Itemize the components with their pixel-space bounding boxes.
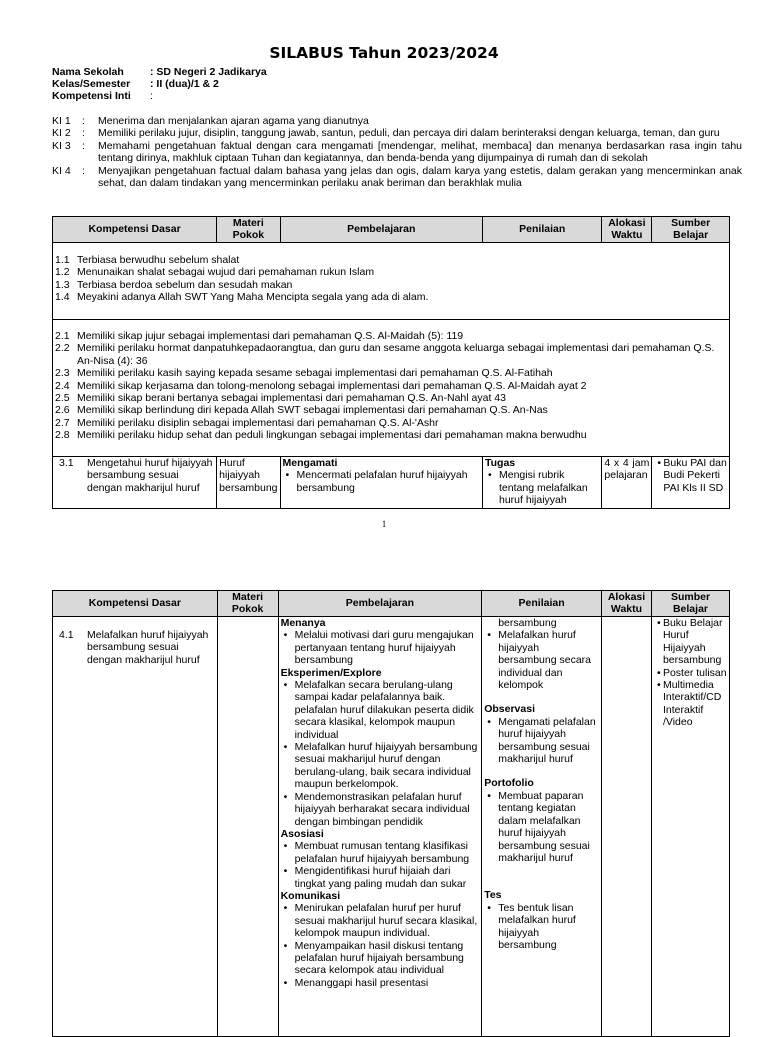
ki-label: KI 1 (52, 115, 71, 127)
ki-text: Menerima dan menjalankan ajaran agama yang dianutnya (98, 115, 369, 127)
list-item: • Mendemonstrasikan pelafalan huruf hijaiyyah berharakat secara individual dengan bimbingan pendidik (281, 791, 480, 828)
kd-item: 2.4 Memiliki sikap kerjasama dan tolong-menolong sebagai implementasi dari pemahaman Q.S. Al-Maidah ayat 2 (55, 379, 587, 392)
kompetensi-inti-list (52, 115, 742, 189)
materi-4-1 (217, 617, 278, 1037)
list-item: • Menanggapi hasil presentasi (281, 977, 480, 989)
penilaian-3-1 (483, 457, 602, 509)
list-item: • Poster tulisan (654, 667, 727, 679)
kd1-row (53, 243, 730, 320)
ki-text: Memiliki perilaku jujur, disiplin, tanggung jawab, santun, peduli, dan percaya diri dalam berinteraksi dengan keluarga, teman, dan guru (98, 127, 720, 140)
alokasi-4-1 (602, 617, 652, 1037)
kd-item: 1.4 Meyakini adanya Allah SWT Yang Maha Mencipta segala yang ada di alam. (55, 291, 429, 304)
header-materi-pokok: Materi Pokok (217, 591, 278, 617)
penilaian-4-1 (482, 617, 602, 1037)
kd2-row (53, 320, 730, 457)
header-materi-pokok: Materi Pokok (217, 217, 280, 243)
kd-item: 2.8 Memiliki perilaku hidup sehat dan peduli lingkungan sebagai implementasi dari pemahaman makna berwudhu (55, 429, 587, 442)
ki-row: KI 1 : Menerima dan menjalankan ajaran agama yang dianutnya (52, 115, 742, 127)
list-item: • Membuat rumusan tentang klasifikasi pelafalan huruf hijaiyyah bersambung (281, 840, 480, 865)
ki-label: KI 2 (52, 127, 71, 140)
pembelajaran-block (281, 667, 480, 828)
info-label: Kelas/Semester (52, 78, 131, 90)
syllabus-table-page1 (52, 216, 730, 509)
list-item: • Mengamati pelafalan huruf hijaiyyah bersambung sesuai makharijul huruf (484, 716, 599, 766)
kd-item: 2.5 Memiliki sikap berani bertanya sebagai implementasi dari pemahaman Q.S. An-Nahl ayat 43 (55, 392, 506, 405)
info-value: : SD Negeri 2 Jadikarya (150, 66, 267, 78)
header-sumber-belajar: Sumber Belajar (651, 591, 729, 617)
list-item: • Tes bentuk lisan melafalkan huruf hijaiyyah bersambung (484, 902, 599, 952)
info-value: : II (dua)/1 & 2 (150, 78, 219, 90)
kd-item: 2.1 Memiliki sikap jujur sebagai implementasi dari pemahaman Q.S. Al-Maidah (5): 119 (55, 330, 464, 342)
header-alokasi-waktu: Alokasi Waktu (602, 217, 652, 243)
section-heading: Eksperimen/Explore (280, 666, 382, 679)
list-item: • Buku Belajar Huruf Hijaiyyah bersambung (654, 617, 727, 667)
kd-number: 3.1 (59, 457, 74, 469)
header-sumber-belajar: Sumber Belajar (652, 217, 730, 243)
header-pembelajaran: Pembelajaran (278, 591, 482, 617)
kd-item: 1.3 Terbiasa berdoa sebelum dan sesudah makan (55, 278, 293, 291)
pembelajaran-3-1 (280, 457, 482, 509)
ki-row: KI 3 : Memahami pengetahuan faktual dengan cara mengamati [mendengar, melihat, membaca] dan menanya berdasarkan rasa ingin tahu tentang dirinya, makhluk ciptaan Tuhan dan kegiatannya, dan benda-benda yang dijumpainya di rumah dan di sekolah (52, 139, 742, 165)
ki-label: KI 4 (52, 164, 71, 177)
list-item: • Melafalkan huruf hijaiyyah bersambung sesuai makharijul huruf dengan berulang-ulang, baik secara individual maupun berkelompok. (281, 741, 480, 791)
header-penilaian: Penilaian (482, 591, 602, 617)
list-item: • Melalui motivasi dari guru mengajukan pertanyaan tentang huruf hijaiyyah bersambung (281, 629, 480, 666)
kd-3-1-cell (53, 457, 217, 509)
list-item: • Multimedia Interaktif/CD Interaktif /Video (654, 679, 727, 729)
penilaian-block (484, 889, 599, 951)
info-label: Kompetensi Inti (52, 90, 131, 102)
kd-number: 4.1 (59, 629, 74, 641)
section-heading: Observasi (484, 703, 535, 716)
list-item: • Melafalkan secara berulang-ulang sampai kadar pelafalannya baik. pelafalan huruf dilakukan peserta didik secara klasikal, kelompok maupun individual (281, 679, 480, 741)
pembelajaran-block (281, 890, 480, 989)
section-heading: Tugas (485, 457, 516, 469)
section-heading: Mengamati (282, 457, 338, 469)
list-item: • Buku PAI dan Budi Pekerti PAI Kls II SD (654, 457, 727, 494)
alokasi-3-1: 4 x 4 jam pelajaran (602, 457, 652, 509)
page-number: 1 (381, 519, 387, 529)
header-penilaian: Penilaian (483, 217, 602, 243)
kd-item: 2.6 Memiliki sikap berlindung diri kepada Allah SWT sebagai implementasi dari pemahaman Q.S. An-Nas (55, 404, 548, 417)
list-item: • Mengisi rubrik tentang melafalkan huruf hijaiyyah (485, 469, 599, 506)
ki-text: Memahami pengetahuan faktual dengan cara mengamati [mendengar, melihat, membaca] dan menanya berdasarkan rasa ingin tahu tentang dirinya, makhluk ciptaan Tuhan dan kegiatannya, dan benda-benda yang dijumpainya di rumah dan di sekolah (98, 139, 742, 165)
sumber-4-1 (651, 617, 729, 1037)
page-title: SILABUS Tahun 2023/2024 (269, 44, 499, 62)
table-header-row (53, 591, 730, 617)
kd-text: Mengetahui huruf hijaiyyah bersambung sesuai dengan makharijul huruf (87, 457, 213, 494)
header-kompetensi-dasar: Kompetensi Dasar (53, 217, 217, 243)
kd-item: 2.3 Memiliki perilaku kasih saying kepada sesame sebagai implementasi dari pemahaman Q.S. Al-Fatihah (55, 367, 553, 380)
section-heading: Menanya (280, 617, 326, 629)
info-label: Nama Sekolah (52, 66, 124, 78)
list-item: • Menyampaikan hasil diskusi tentang pelafalan huruf hijaiyah bersambung secara kelompok atau individual (281, 940, 480, 977)
list-item: • Mengidentifikasi huruf hijaiah dari tingkat yang paling mudah dan sukar (281, 865, 480, 890)
penilaian-block (484, 777, 599, 864)
header-alokasi-waktu: Alokasi Waktu (602, 591, 652, 617)
ki-row: KI 4 : Menyajikan pengetahuan factual dalam bahasa yang jelas dan ogis, dalam karya yang estetis, dalam gerakan yang mencerminkan anak sehat, dan dalam tindakan yang mencerminkan perilaku anak beriman dan berakhlak mulia (52, 164, 742, 190)
list-item: • Melafalkan huruf hijaiyyah bersambung secara individual dan kelompok (484, 629, 599, 691)
kd1-cell (53, 243, 730, 320)
section-heading: Tes (484, 889, 502, 902)
header-pembelajaran: Pembelajaran (280, 217, 482, 243)
penilaian-continued: bersambung (498, 617, 557, 629)
kd-item: 2.7 Memiliki perilaku disiplin sebagai implementasi dari pemahaman Q.S. Al-'Ashr (55, 416, 439, 429)
header-kompetensi-dasar: Kompetensi Dasar (53, 591, 218, 617)
school-info (52, 66, 267, 102)
row-4-1 (53, 617, 730, 1037)
ki-label: KI 3 (52, 139, 71, 152)
materi-3-1: Huruf hijaiyyah bersambung (217, 457, 280, 509)
pembelajaran-4-1 (278, 617, 482, 1037)
syllabus-table-page2 (52, 590, 730, 1037)
pembelajaran-block (281, 617, 480, 667)
penilaian-block (484, 703, 599, 765)
kd-item: 1.1 Terbiasa berwudhu sebelum shalat (55, 254, 240, 266)
section-heading: Komunikasi (280, 889, 341, 902)
kd-item: 1.2 Menunaikan shalat sebagai wujud dari pemahaman rukun Islam (55, 266, 375, 279)
section-heading: Portofolio (484, 777, 534, 790)
kd2-cell (53, 320, 730, 457)
table-header-row (53, 217, 730, 243)
pembelajaran-block (281, 828, 480, 890)
section-heading: Asosiasi (280, 827, 324, 840)
list-item: • Membuat paparan tentang kegiatan dalam melafalkan huruf hijaiyyah bersambung sesuai makharijul huruf (484, 790, 599, 864)
ki-row: KI 2 : Memiliki perilaku jujur, disiplin, tanggung jawab, santun, peduli, dan percaya diri dalam berinteraksi dengan keluarga, teman, dan guru (52, 127, 742, 139)
info-value: : (150, 90, 153, 102)
ki-text: Menyajikan pengetahuan factual dalam bahasa yang jelas dan ogis, dalam karya yang estetis, dalam gerakan yang mencerminkan anak sehat, dan dalam tindakan yang mencerminkan perilaku anak beriman dan berakhlak mulia (98, 164, 742, 190)
sumber-3-1 (652, 457, 730, 509)
kd-text: Melafalkan huruf hijaiyyah bersambung sesuai dengan makharijul huruf (87, 629, 209, 666)
kd-item: 2.2 Memiliki perilaku hormat danpatuhkepadaorangtua, dan guru dan sesame anggota keluarga sebagai implementasi dari pemahaman Q.S. An-Nisa (4): 36 (55, 342, 715, 367)
list-item: • Menirukan pelafalan huruf per huruf sesuai makharijul huruf secara klasikal, kelompok maupun individual. (281, 902, 480, 939)
list-item: • Mencermati pelafalan huruf hijaiyyah bersambung (283, 469, 480, 494)
row-3-1 (53, 457, 730, 509)
kd-4-1-cell (53, 617, 218, 1037)
